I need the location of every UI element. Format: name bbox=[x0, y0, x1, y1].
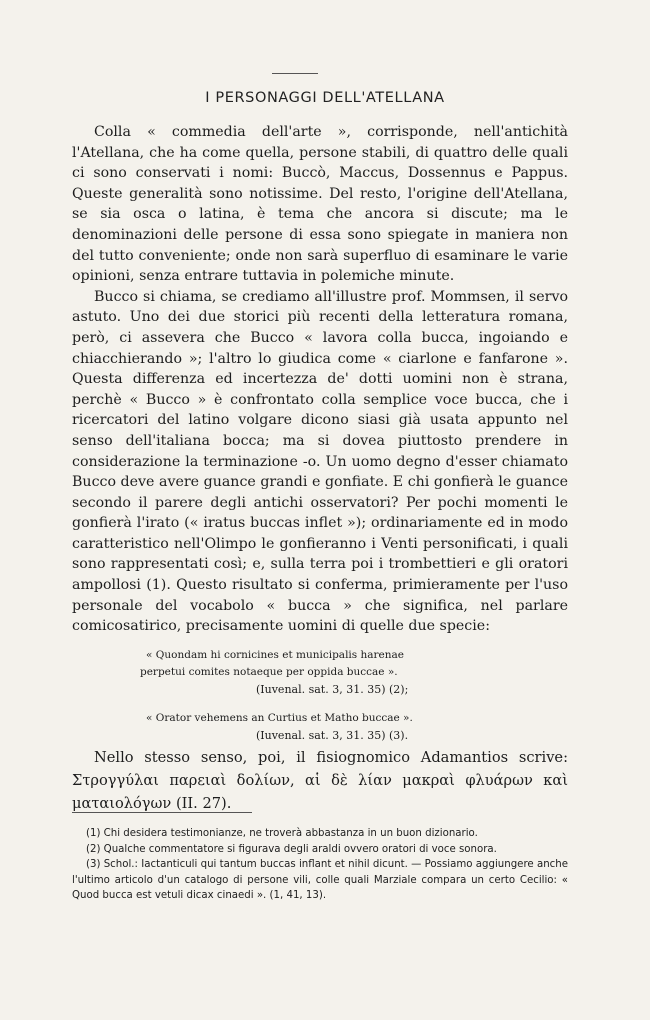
footnote: (1) Chi desidera testimonianze, ne troverà abbastanza in un buon dizionario. bbox=[86, 828, 478, 839]
footnote: (2) Qualche commentatore si figurava degli araldi ovvero oratori di voce sonora. bbox=[86, 843, 497, 855]
quote-citation: (Iuvenal. sat. 3, 31. 35) (3). bbox=[256, 729, 409, 742]
body-text-2 bbox=[72, 746, 568, 815]
body-text bbox=[72, 122, 568, 637]
footnote: (3) Schol.: Iactanticuli qui tantum buccas inflant et nihil dicunt. — Possiamo aggiungere anche l'ultimo articolo d'un catalogo di persone vili, colle quali Marziale compara un certo Cecilio: « Quod bucca est vetuli dicax cinaedi ». (1, 41, 13). bbox=[72, 859, 568, 901]
top-rule bbox=[272, 73, 318, 74]
quote-block-2 bbox=[140, 710, 520, 744]
page-title: I PERSONAGGI DELL'ATELLANA bbox=[205, 90, 445, 106]
quote-block-1 bbox=[140, 647, 520, 698]
footnotes bbox=[72, 826, 568, 904]
paragraph-1: Colla « commedia dell'arte », corrisponde, nell'antichità l'Atellana, che ha come quella, persone stabili, di quattro delle quali ci sono conservati i nomi: Buccò, Maccus, Dossennus e Pappus. Queste generalità sono notissime. Del resto, l'origine dell'Atellana, se sia osca o latina, è tema che ancora si discute; ma le denominazioni delle persone di essa sono spiegate in maniera non del tutto conveniente; onde non sarà superfluo di esaminare le varie opinioni, senza entrare tuttavia in polemiche minute. bbox=[72, 124, 568, 285]
footnote-rule bbox=[72, 812, 252, 813]
quote-citation: (Iuvenal. sat. 3, 31. 35) (2); bbox=[256, 683, 409, 696]
quote-line: « Orator vehemens an Curtius et Matho buccae ». bbox=[146, 712, 413, 724]
paragraph-2: Bucco si chiama, se crediamo all'illustre prof. Mommsen, il servo astuto. Uno dei due storici più recenti della letteratura romana, però, ci assevera che Bucco « lavora colla bucca, ingoiando e chiacchierando »; l'altro lo giudica come « ciarlone e fanfarone ». Questa differenza ed incertezza de' dotti uomini non è strana, perchè « Bucco » è confrontato colla semplice voce bucca, che i ricercatori del latino volgare dicono siasi già usata appunto nel senso dell'italiana bocca; ma si dovea piuttosto prendere in considerazione la terminazione -o. Un uomo degno d'esser chiamato Bucco deve avere guance grandi e gonfiate. E chi gonfierà le guance secondo il parere degli antichi osservatori? Per pochi momenti le gonfierà l'irato (« iratus buccas inflet »); ordinariamente ed in modo caratteristico nell'Olimpo le gonfieranno i Venti personificati, i quali sono rappresentati così; e, sulla terra poi i trombettieri e gli oratori ampollosi (1). Questo risultato si conferma, primieramente per l'uso personale del vocabolo « bucca » che significa, nel parlare comicosatirico, precisamente uomini di quelle due specie: bbox=[72, 288, 568, 635]
paragraph-3: Nello stesso senso, poi, il fisiognomico Adamantios scrive: Στρογγύλαι παρειαὶ δολίων, αἱ δὲ λίαν μακραὶ φλυάρων καὶ ματαιολόγων (II. 27). bbox=[72, 749, 568, 812]
quote-line: « Quondam hi cornicines et municipalis harenae bbox=[146, 649, 404, 661]
quote-line: perpetui comites notaeque per oppida buccae ». bbox=[140, 666, 398, 678]
